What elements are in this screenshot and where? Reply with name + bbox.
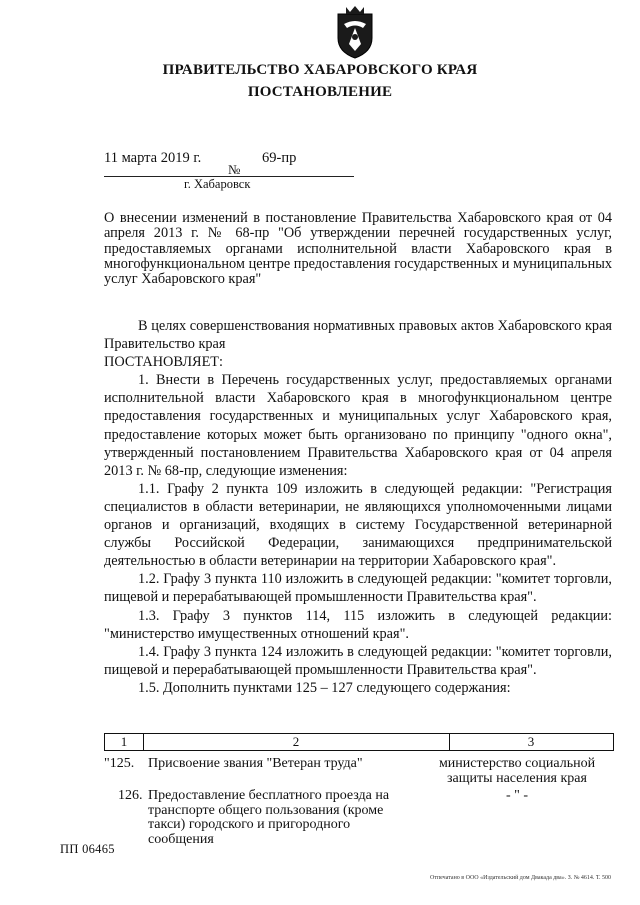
column-header-2: 2	[292, 734, 300, 749]
preamble: В целях совершенствования нормативных правовых актов Хабаровского края Правительство края	[104, 318, 612, 353]
document-subject: О внесении изменений в постановление Правительства Хабаровского края от 04 апреля 2013 г. № 68-пр "Об утверждении перечней государственных услуг, предоставляемых органами исполнительной власти Хабаровского края в многофункциональном центре предоставления государственных и муниципальных услуг Хабаровского края"	[104, 210, 612, 288]
document-city: г. Хабаровск	[184, 177, 251, 191]
item-1: 1. Внести в Перечень государственных услуг, предоставляемых органами исполнительной власти Хабаровского края в многофункциональном центре предоставления государственных и муниципальных услуг Хабаровского края, предоставление которых может быть организовано по принципу "одного окна", утвержденный постановлением Правительства Хабаровского края от 04 апреля 2013 г. № 68-пр, следующие изменения:	[104, 372, 612, 479]
table-header	[104, 733, 614, 751]
table-row-126-number: 126.	[118, 788, 143, 803]
table-row-125-number: "125.	[104, 756, 135, 771]
document-type: ПОСТАНОВЛЕНИЕ	[247, 84, 393, 100]
table-row-125-authority: министерство социальной защиты населения края	[438, 756, 596, 786]
column-header-1: 1	[120, 734, 128, 749]
item-1-2: 1.2. Графу 3 пункта 110 изложить в следующей редакции: "комитет торговли, пищевой и перерабатывающей промышленности Правительства края".	[104, 571, 612, 606]
item-1-4: 1.4. Графу 3 пункта 124 изложить в следующей редакции: "комитет торговли, пищевой и перерабатывающей промышленности Правительства края".	[104, 643, 612, 678]
table-row-125-service: Присвоение звания "Ветеран труда"	[148, 756, 363, 771]
number-underline	[246, 176, 354, 177]
table-row-126-authority: - " -	[505, 788, 529, 803]
table-row-126-service: Предоставление бесплатного проезда на транспорте общего пользования (кроме такси) городского и пригородного сообщения	[148, 788, 390, 847]
document-number: 69-пр	[262, 150, 297, 166]
organization-title: ПРАВИТЕЛЬСТВО ХАБАРОВСКОГО КРАЯ	[162, 62, 478, 78]
resolves-heading: ПОСТАНОВЛЯЕТ:	[104, 354, 224, 371]
item-1-5: 1.5. Дополнить пунктами 125 – 127 следующего содержания:	[138, 679, 511, 696]
item-1-3: 1.3. Графу 3 пунктов 114, 115 изложить в следующей редакции: "министерство имущественных отношений края".	[104, 607, 612, 642]
document-body	[104, 317, 612, 697]
number-sign: №	[228, 162, 241, 177]
printer-imprint: Отпечатано в ООО «Издательский дом Двакада два». З. № 4614. Т. 500	[430, 875, 611, 881]
coat-of-arms-emblem	[332, 4, 378, 60]
document-code: ПП 06465	[60, 842, 115, 856]
item-1-1: 1.1. Графу 2 пункта 109 изложить в следующей редакции: "Регистрация специалистов в области ветеринарии, не являющихся уполномоченными лицами органов и организаций, входящих в систему Государственной ветеринарной службы Российской Федерации, занимающихся предпринимательской деятельностью в области ветеринарии на территории Хабаровского края".	[104, 480, 612, 570]
document-date: 11 марта 2019 г.	[104, 150, 202, 166]
column-header-3: 3	[527, 734, 535, 749]
